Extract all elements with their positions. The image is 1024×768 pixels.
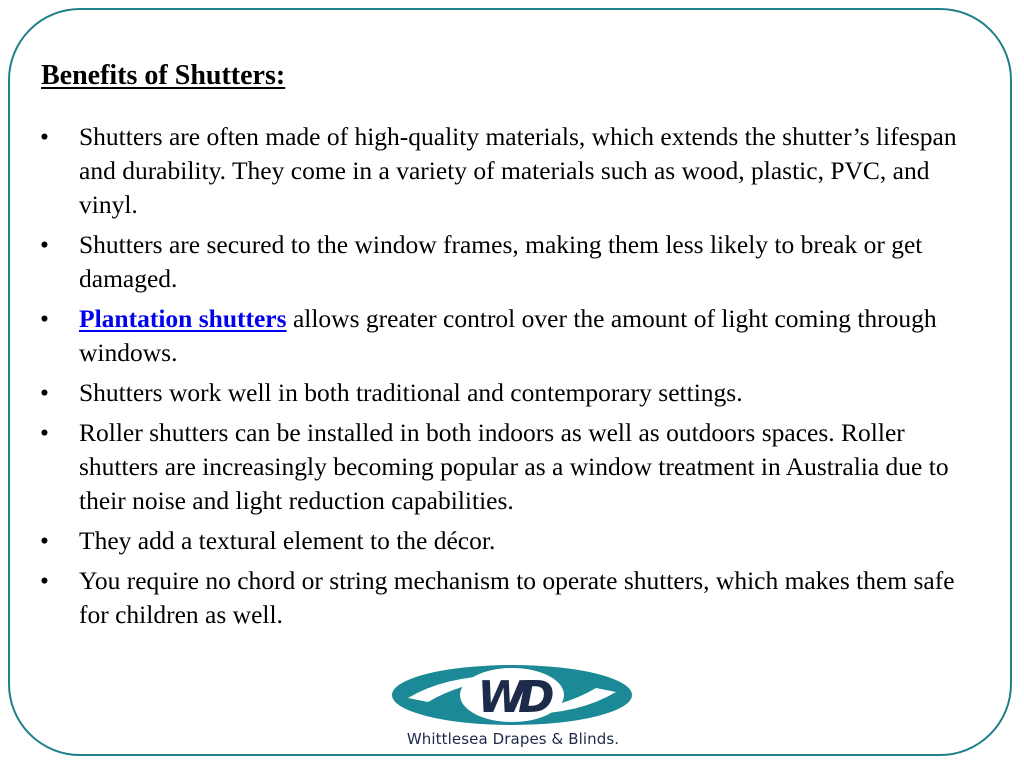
list-item-text: Shutters are often made of high-quality materials, which extends the shutter’s lifespan and durability. They come in a variety of materials such as wood, plastic, PVC, and vinyl. xyxy=(79,122,957,219)
slide-title: Benefits of Shutters: xyxy=(41,60,286,91)
bullet-icon: • xyxy=(40,304,49,333)
list-item xyxy=(40,228,990,296)
benefits-list xyxy=(40,120,990,638)
list-item xyxy=(40,524,990,558)
bullet-icon: • xyxy=(40,378,49,407)
list-item-text: Roller shutters can be installed in both indoors as well as outdoors spaces. Roller shutters are increasingly becoming popular as a window treatment in Australia due to their noise and light reduction capabilities. xyxy=(79,418,949,515)
list-item-text: You require no chord or string mechanism to operate shutters, which makes them safe for children as well. xyxy=(79,566,955,629)
brand-name: Whittlesea Drapes & Blinds. xyxy=(406,730,620,748)
list-item xyxy=(40,376,990,410)
bullet-icon: • xyxy=(40,526,49,555)
bullet-icon: • xyxy=(40,566,49,595)
list-item-text: Shutters work well in both traditional and contemporary settings. xyxy=(79,378,743,407)
bullet-icon: • xyxy=(40,122,49,151)
logo-monogram: WD xyxy=(477,672,547,723)
list-item xyxy=(40,564,990,632)
wd-swoosh-logo-icon xyxy=(388,662,636,732)
list-item-text: They add a textural element to the décor. xyxy=(79,526,496,555)
bullet-icon: • xyxy=(40,418,49,447)
list-item-text: Shutters are secured to the window frames, making them less likely to break or get damaged. xyxy=(79,230,923,293)
list-item xyxy=(40,120,990,222)
list-item-text: allows greater control over the amount of light coming through windows. xyxy=(79,304,937,367)
bullet-icon: • xyxy=(40,230,49,259)
list-item xyxy=(40,416,990,518)
plantation-shutters-link[interactable]: Plantation shutters xyxy=(79,304,287,333)
list-item xyxy=(40,302,990,370)
